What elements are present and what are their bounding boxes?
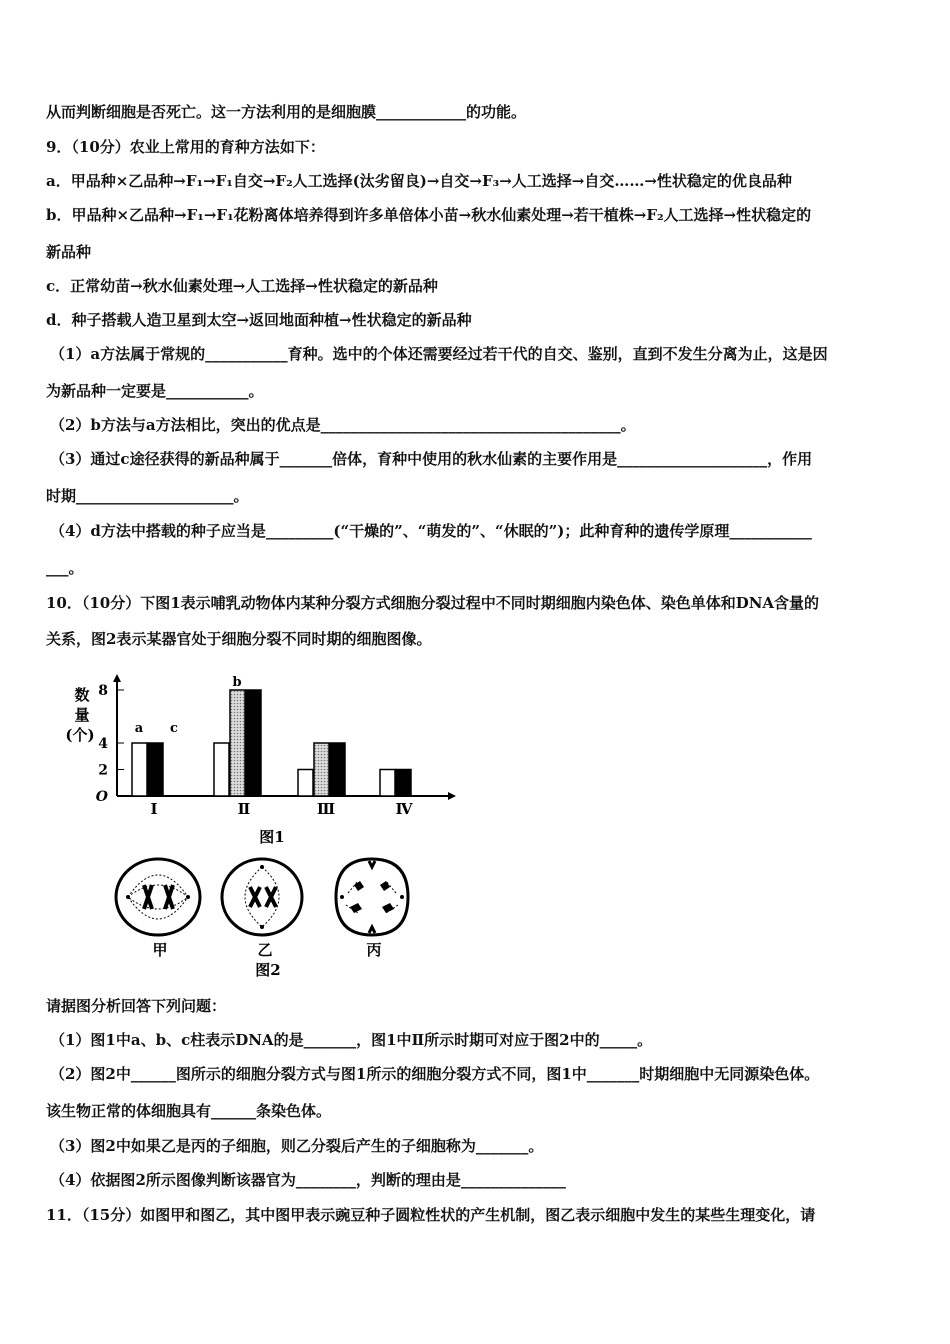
method-b-cont: 新品种 [46,243,92,261]
bar-label-a: a [134,721,144,736]
q9-4-cont: ___。 [46,559,84,577]
question-10-cont: 关系，图2表示某器官处于细胞分裂不同时期的细胞图像。 [46,630,432,648]
q10-1: （1）图1中a、b、c柱表示DNA的是_______，图1中Ⅱ所示时期可对应于图2中的_____。 [50,1031,653,1049]
question-10-header: 10．（10分）下图1表示哺乳动物体内某种分裂方式细胞分裂过程中不同时期细胞内染色体、染色单体和DNA含量的 [46,594,820,612]
q9-2: （2）b方法与a方法相比，突出的优点是________________________________________。 [50,416,636,434]
q9-1: （1）a方法属于常规的___________育种。选中的个体还需要经过若干代的自交、鉴别，直到不发生分离为止，这是因 [50,345,828,363]
bar-c-3 [330,743,345,796]
cell-yi [222,859,302,935]
bar-b-3 [314,743,329,796]
bar-a-1 [132,743,147,796]
bar-c-1 [148,743,163,796]
cell-label-jia: 甲 [152,941,168,959]
method-a: a．甲品种×乙品种→F₁→F₁自交→F₂人工选择(汰劣留良)→自交→F₃→人工选择→自交……→性状稳定的优良品种 [46,172,792,190]
figure-2-cell-images [110,855,410,980]
y-tick-2: 2 [98,762,108,779]
q10-intro: 请据图分析回答下列问题： [46,997,227,1015]
q10-2-cont: 该生物正常的体细胞具有______条染色体。 [46,1102,332,1120]
figure-2-caption: 图2 [255,961,281,979]
cell-bing [336,859,408,935]
y-tick-O: O [95,789,108,805]
bar-c-2 [246,690,261,796]
bar-label-b: b [232,675,242,690]
bar-c-4 [396,770,411,797]
q9-1-cont: 为新品种一定要是___________。 [46,382,264,400]
q10-3: （3）图2中如果乙是丙的子细胞，则乙分裂后产生的子细胞称为_______。 [50,1137,544,1155]
x-tick-4: Ⅳ [395,800,413,818]
y-label-part-0: 数 [74,686,90,704]
bar-b-2 [230,690,245,796]
q9-3-cont: 时期_____________________。 [46,487,249,505]
q9-4: （4）d方法中搭载的种子应当是_________(“干燥的”、“萌发的”、“休眠的”)；此种育种的遗传学原理___________ [50,522,812,540]
q10-2: （2）图2中______图所示的细胞分裂方式与图1所示的细胞分裂方式不同，图1中_______时期细胞中无同源染色体。 [50,1065,820,1083]
y-axis-label [65,686,94,744]
line-0: 从而判断细胞是否死亡。这一方法利用的是细胞膜____________的功能。 [46,103,527,121]
cell-jia [116,859,200,935]
y-label-part-2: (个) [65,726,95,744]
x-tick-3: Ⅲ [316,800,336,818]
bar-a-4 [380,770,395,797]
figure-1-bar-chart [62,672,462,852]
question-11-header: 11．（15分）如图甲和图乙，其中图甲表示豌豆种子圆粒性状的产生机制，图乙表示细胞中发生的某些生理变化，请 [46,1206,816,1224]
x-tick-2: Ⅱ [237,800,251,818]
figure-1-caption: 图1 [259,828,285,846]
method-b: b．甲品种×乙品种→F₁→F₁花粉离体培养得到许多单倍体小苗→秋水仙素处理→若干植株→F₂人工选择→性状稳定的 [46,206,812,224]
question-9-header: 9．（10分）农业上常用的育种方法如下： [46,138,325,156]
x-tick-1: Ⅰ [150,800,158,818]
method-d: d．种子搭载人造卫星到太空→返回地面种植→性状稳定的新品种 [46,311,472,329]
cell-label-bing: 丙 [366,941,382,959]
y-tick-8: 8 [98,683,108,699]
q9-3: （3）通过c途径获得的新品种属于_______倍体，育种中使用的秋水仙素的主要作用是____________________，作用 [50,450,813,468]
bar-a-2 [214,743,229,796]
bar-a-3 [298,770,313,797]
y-tick-4: 4 [98,736,108,752]
x-axis-arrow [448,792,456,800]
bar-label-c: c [170,721,178,736]
cell-label-yi: 乙 [257,941,273,959]
q10-4: （4）依据图2所示图像判断该器官为________，判断的理由是______________ [50,1171,566,1189]
y-axis-arrow [113,674,121,682]
method-c: c．正常幼苗→秋水仙素处理→人工选择→性状稳定的新品种 [46,277,438,295]
y-label-part-1: 量 [74,706,90,724]
